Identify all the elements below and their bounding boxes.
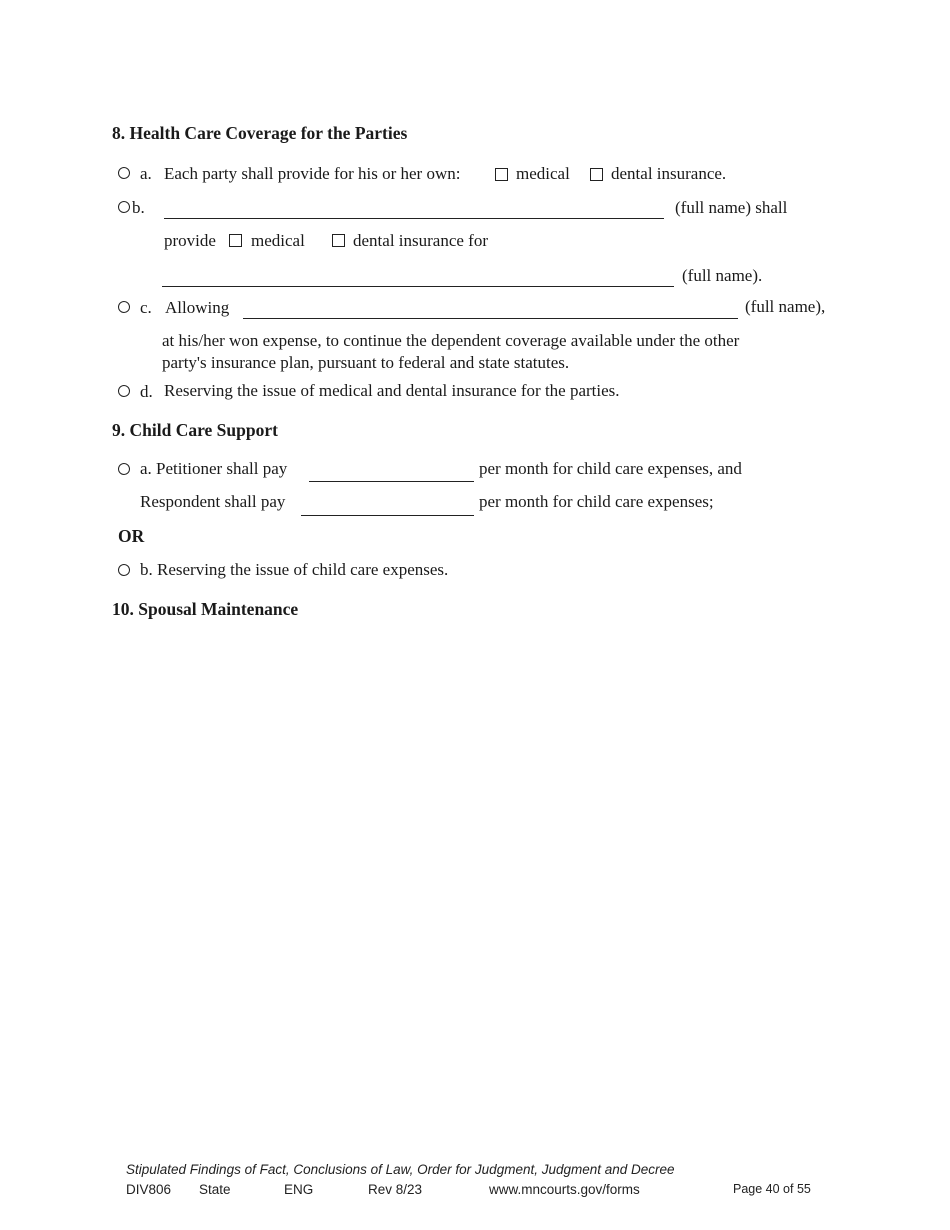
option-8d-label: d.: [140, 382, 153, 401]
footer-jurisdiction: State: [199, 1182, 231, 1197]
option-8b-full-name-end: (full name).: [682, 266, 763, 285]
field-9a-respondent-amount[interactable]: [301, 515, 474, 516]
section-10-heading: 10. Spousal Maintenance: [112, 599, 299, 619]
radio-8b[interactable]: [118, 201, 130, 213]
option-8b-full-name-shall: (full name) shall: [675, 198, 788, 217]
radio-9b[interactable]: [118, 564, 130, 576]
checkbox-8b-medical-label: medical: [251, 231, 305, 250]
footer-language: ENG: [284, 1182, 314, 1197]
checkbox-8b-dental[interactable]: [332, 234, 345, 247]
option-9a-respondent: Respondent shall pay: [140, 492, 286, 511]
option-8c-allowing: Allowing: [165, 298, 230, 317]
option-8a-text: Each party shall provide for his or her own:: [164, 164, 461, 183]
option-8b-provide: provide: [164, 231, 216, 250]
checkbox-8b-dental-label: dental insurance for: [353, 231, 488, 250]
option-8c-full-name: (full name),: [745, 297, 826, 316]
footer-revision: Rev 8/23: [368, 1182, 423, 1197]
checkbox-8a-medical[interactable]: [495, 168, 508, 181]
radio-9a[interactable]: [118, 463, 130, 475]
field-8b-provider-name[interactable]: [164, 218, 664, 219]
radio-8a[interactable]: [118, 167, 130, 179]
option-9a-petitioner-suffix: per month for child care expenses, and: [479, 459, 742, 478]
field-8c-name[interactable]: [243, 318, 738, 319]
footer-form-id: DIV806: [126, 1182, 172, 1197]
checkbox-8a-medical-label: medical: [516, 164, 570, 183]
section-9-heading: 9. Child Care Support: [112, 420, 278, 440]
radio-8c[interactable]: [118, 301, 130, 313]
footer-website[interactable]: www.mncourts.gov/forms: [489, 1182, 640, 1197]
option-8a-label: a.: [140, 164, 152, 183]
option-9a-petitioner: a. Petitioner shall pay: [140, 459, 288, 478]
footer-page-number: Page 40 of 55: [733, 1182, 811, 1196]
section-8-heading: 8. Health Care Coverage for the Parties: [112, 123, 408, 143]
option-8c-line1: at his/her won expense, to continue the dependent coverage available under the other: [162, 331, 740, 350]
or-label: OR: [118, 526, 145, 546]
checkbox-8b-medical[interactable]: [229, 234, 242, 247]
field-8b-recipient-name[interactable]: [162, 286, 674, 287]
footer-form-title: Stipulated Findings of Fact, Conclusions of Law, Order for Judgment, Judgment and Decree: [126, 1162, 675, 1177]
field-9a-petitioner-amount[interactable]: [309, 481, 474, 482]
checkbox-8a-dental[interactable]: [590, 168, 603, 181]
option-9a-respondent-suffix: per month for child care expenses;: [479, 492, 714, 511]
option-8c-label: c.: [140, 298, 152, 317]
option-8c-line2: party's insurance plan, pursuant to federal and state statutes.: [162, 353, 570, 372]
checkbox-8a-dental-label: dental insurance.: [611, 164, 727, 183]
option-8b-label: b.: [132, 198, 145, 217]
option-8d-text: Reserving the issue of medical and dental insurance for the parties.: [164, 381, 620, 400]
radio-8d[interactable]: [118, 385, 130, 397]
option-9b-text: b. Reserving the issue of child care expenses.: [140, 560, 449, 579]
